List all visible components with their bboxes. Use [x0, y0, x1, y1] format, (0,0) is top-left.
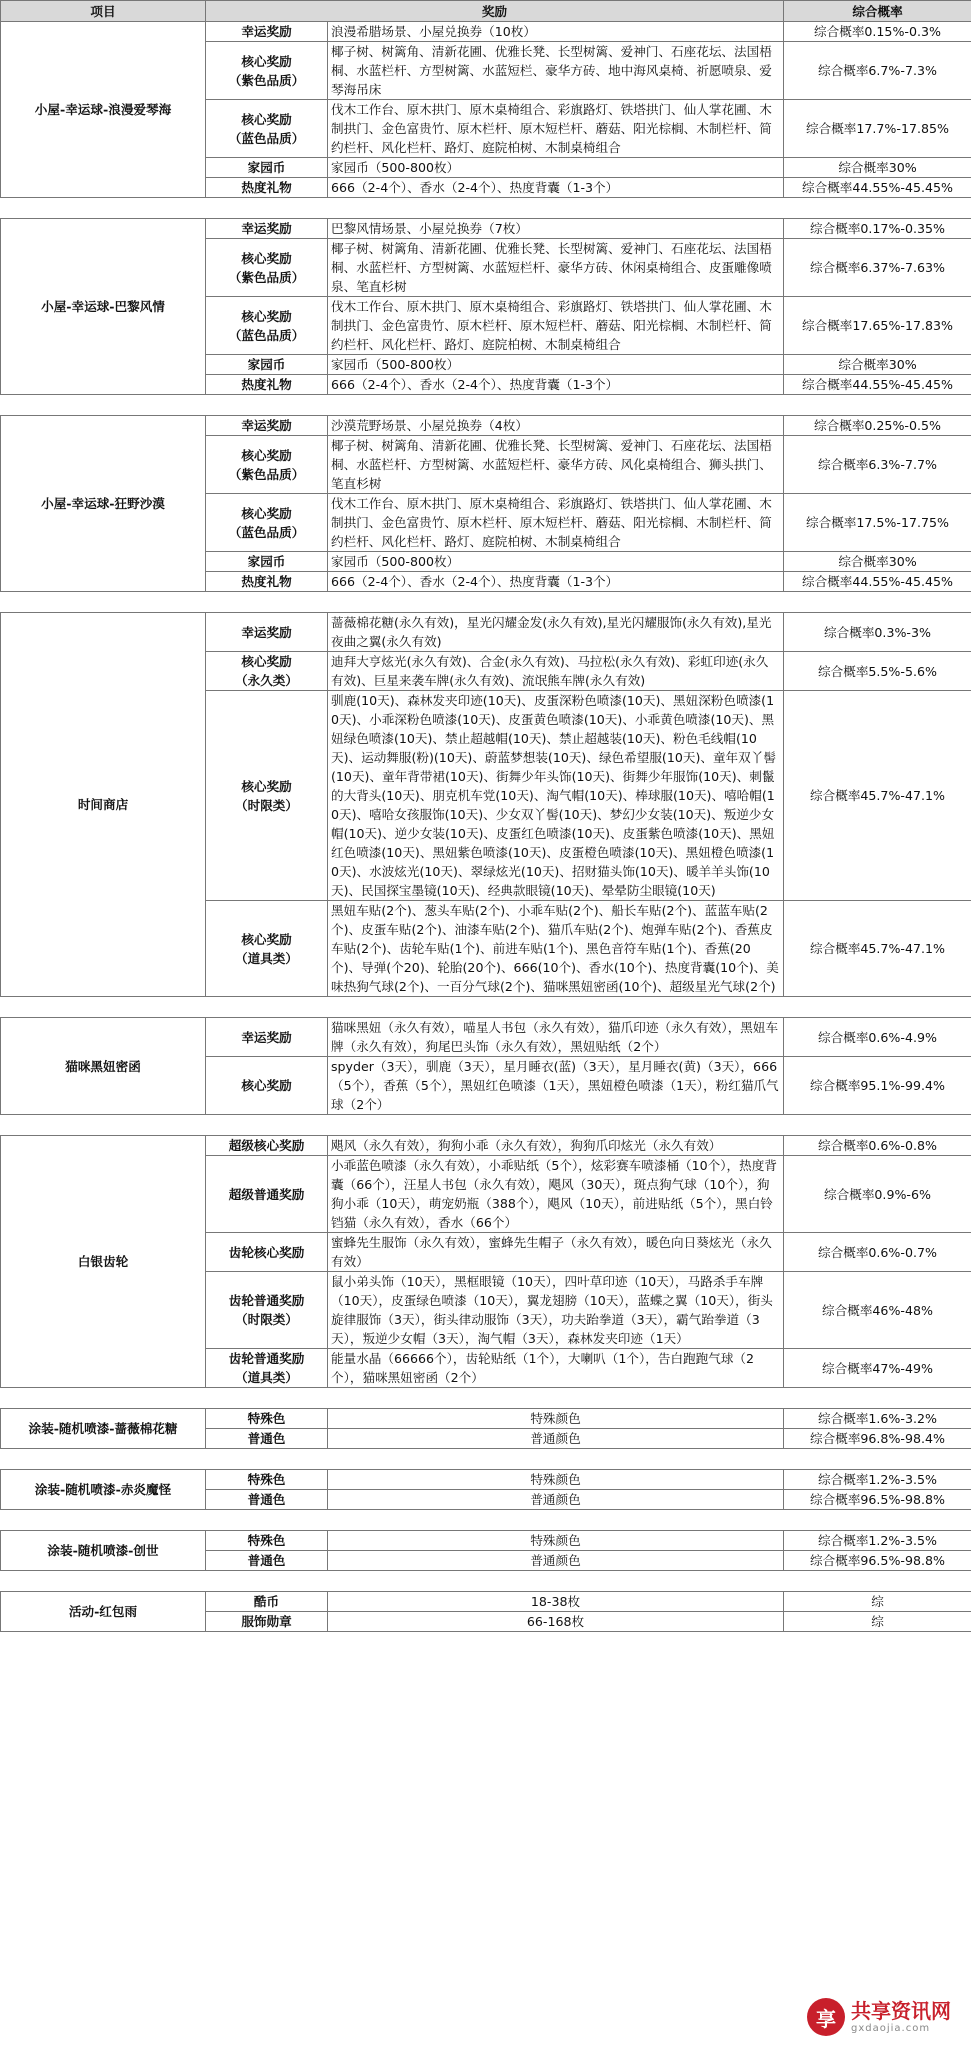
reward-items: 特殊颜色 [328, 1409, 784, 1429]
reward-items: 家园币（500-800枚） [328, 552, 784, 572]
reward-category: 服饰勋章 [206, 1612, 328, 1632]
reward-items: 特殊颜色 [328, 1531, 784, 1551]
reward-category: 核心奖励 （紫色品质） [206, 42, 328, 100]
probability-value: 综合概率47%-49% [784, 1349, 971, 1388]
table-row [1, 1018, 971, 1057]
reward-category: 特殊色 [206, 1470, 328, 1490]
reward-items: 66-168枚 [328, 1612, 784, 1632]
reward-items: 黑妞车贴(2个)、葱头车贴(2个)、小乖车贴(2个)、船长车贴(2个)、蓝蓝车贴(2个)、皮蛋车贴(2个)、油漆车贴(2个)、猫爪车贴(2个)、炮弹车贴(2个)、香蕉皮车贴(2个)、齿轮车贴(1个)、前进车贴(1个)、黑色音符车贴(1个)、香蕉(20个)、导弹(个20)、轮胎(20个)、666(10个)、香水(10个)、热度背囊(10个)、美味热狗气球(2个)、一百分气球(2个)、猫咪黑妞密函(10个)、超级星光气球(2个) [328, 901, 784, 997]
reward-items: 鼠小弟头饰（10天），黑框眼镜（10天），四叶草印迹（10天），马路杀手车牌（10天），皮蛋绿色喷漆（10天），翼龙翅膀（10天），蓝蝶之翼（10天），街头旋律服饰（3天），街头律动服饰（3天），功夫跆拳道（3天），霸气跆拳道（3天），叛逆少女帽（3天），淘气帽（3天），森林发夹印迹（1天） [328, 1272, 784, 1349]
reward-category: 幸运奖励 [206, 22, 328, 42]
section-spacer [1, 1571, 971, 1592]
reward-category: 家园币 [206, 552, 328, 572]
reward-items: 椰子树、树篱角、清新花圃、优雅长凳、长型树篱、爱神门、石座花坛、法国梧桐、水蓝栏杆、方型树篱、水蓝短栏、豪华方砖、地中海风桌椅、祈愿喷泉、爱琴海吊床 [328, 42, 784, 100]
reward-items: 小乖蓝色喷漆（永久有效），小乖贴纸（5个），炫彩赛车喷漆桶（10个），热度背囊（66个），汪星人书包（永久有效），飓风（30天），斑点狗气球（10个），狗狗小乖（10天），萌宠奶瓶（388个），飓风（10天），前进贴纸（5个），黑白铃铛猫（永久有效），香水（66个） [328, 1156, 784, 1233]
reward-category: 幸运奖励 [206, 613, 328, 652]
reward-category: 热度礼物 [206, 178, 328, 198]
spacer-cell [1, 592, 971, 613]
probability-value: 综合概率0.17%-0.35% [784, 219, 971, 239]
reward-category: 幸运奖励 [206, 219, 328, 239]
probability-value: 综合概率17.65%-17.83% [784, 297, 971, 355]
reward-items: 666（2-4个）、香水（2-4个）、热度背囊（1-3个） [328, 375, 784, 395]
probability-value: 综合概率0.3%-3% [784, 613, 971, 652]
reward-category: 家园币 [206, 355, 328, 375]
probability-value: 综合概率30% [784, 355, 971, 375]
pool-name: 小屋-幸运球-巴黎风情 [1, 219, 206, 395]
pool-name: 涂装-随机喷漆-赤炎魔怪 [1, 1470, 206, 1510]
header-reward: 奖励 [206, 1, 784, 22]
reward-category: 核心奖励 （紫色品质） [206, 239, 328, 297]
pool-name: 涂装-随机喷漆-蔷薇棉花糖 [1, 1409, 206, 1449]
pool-name: 活动-红包雨 [1, 1592, 206, 1632]
probability-value: 综合概率30% [784, 158, 971, 178]
probability-value: 综合概率6.3%-7.7% [784, 436, 971, 494]
reward-items: 沙漠荒野场景、小屋兑换券（4枚） [328, 416, 784, 436]
reward-category: 齿轮普通奖励 （道具类） [206, 1349, 328, 1388]
probability-value: 综合概率45.7%-47.1% [784, 691, 971, 901]
spacer-cell [1, 1571, 971, 1592]
reward-category: 超级核心奖励 [206, 1136, 328, 1156]
probability-value: 综合概率0.25%-0.5% [784, 416, 971, 436]
probability-value: 综合概率1.2%-3.5% [784, 1470, 971, 1490]
reward-category: 核心奖励 （蓝色品质） [206, 297, 328, 355]
reward-category: 核心奖励 （紫色品质） [206, 436, 328, 494]
probability-value: 综合概率0.6%-0.8% [784, 1136, 971, 1156]
section-spacer [1, 997, 971, 1018]
reward-category: 齿轮普通奖励 （时限类） [206, 1272, 328, 1349]
reward-category: 超级普通奖励 [206, 1156, 328, 1233]
probability-value: 综合概率0.15%-0.3% [784, 22, 971, 42]
reward-category: 热度礼物 [206, 572, 328, 592]
spacer-cell [1, 198, 971, 219]
probability-value: 综合概率44.55%-45.45% [784, 572, 971, 592]
pool-name: 时间商店 [1, 613, 206, 997]
section-spacer [1, 395, 971, 416]
watermark-sub: gxdaojia.com [851, 2023, 931, 2034]
reward-items: 迪拜大亨炫光(永久有效)、合金(永久有效)、马拉松(永久有效)、彩虹印迹(永久有效)、巨星来袭车牌(永久有效)、流氓熊车牌(永久有效) [328, 652, 784, 691]
probability-value: 综合概率17.7%-17.85% [784, 100, 971, 158]
table-row [1, 1531, 971, 1551]
probability-value: 综合概率30% [784, 552, 971, 572]
section-spacer [1, 1510, 971, 1531]
reward-items: 驯鹿(10天)、森林发夹印迹(10天)、皮蛋深粉色喷漆(10天)、黑妞深粉色喷漆(10天)、小乖深粉色喷漆(10天)、皮蛋黄色喷漆(10天)、小乖黄色喷漆(10天)、黑妞绿色喷漆(10天)、禁止超越帽(10天)、禁止超越装(10天)、粉色毛线帽(10天)、运动舞服(粉)(10天)、蔚蓝梦想装(10天)、绿色希望服(10天)、童年双丫髻(10天)、童年背带裙(10天)、街舞少年头饰(10天)、街舞少年服饰(10天)、刺鬣的大背头(10天)、朋克机车党(10天)、淘气帽(10天)、棒球服(10天)、嘻哈帽(10天)、嘻哈女孩服饰(10天)、少女双丫髻(10天)、梦幻少女装(10天)、叛逆少女帽(10天)、逆少女装(10天)、皮蛋红色喷漆(10天)、皮蛋紫色喷漆(10天)、黑妞红色喷漆(10天)、黑妞紫色喷漆(10天)、皮蛋橙色喷漆(10天)、黑妞橙色喷漆(10天)、水波炫光(10天)、翠绿炫光(10天)、招财猫头饰(10天)、暖羊羊头饰(10天)、民国探宝墨镜(10天)、经典款眼镜(10天)、晕晕防尘眼镜(10天) [328, 691, 784, 901]
reward-items: 能量水晶（66666个），齿轮贴纸（1个），大喇叭（1个），告白跑跑气球（2个），猫咪黑妞密函（2个） [328, 1349, 784, 1388]
probability-value: 综合概率95.1%-99.4% [784, 1057, 971, 1115]
pool-name: 白银齿轮 [1, 1136, 206, 1388]
reward-items: 特殊颜色 [328, 1470, 784, 1490]
spacer-cell [1, 997, 971, 1018]
probability-value: 综 [784, 1592, 971, 1612]
reward-items: 蔷薇棉花糖(永久有效)，星光闪耀金发(永久有效),星光闪耀服饰(永久有效),星光夜曲之翼(永久有效) [328, 613, 784, 652]
table-row [1, 1592, 971, 1612]
probability-value: 综合概率46%-48% [784, 1272, 971, 1349]
spacer-cell [1, 1115, 971, 1136]
probability-value: 综合概率5.5%-5.6% [784, 652, 971, 691]
probability-value: 综合概率1.2%-3.5% [784, 1531, 971, 1551]
reward-items: 666（2-4个）、香水（2-4个）、热度背囊（1-3个） [328, 178, 784, 198]
spacer-cell [1, 1449, 971, 1470]
reward-items: 18-38枚 [328, 1592, 784, 1612]
header-probability: 综合概率 [784, 1, 971, 22]
table-row [1, 1409, 971, 1429]
watermark-logo-icon: 享 [807, 1998, 845, 2036]
reward-category: 普通色 [206, 1490, 328, 1510]
section-spacer [1, 1449, 971, 1470]
reward-items: 普通颜色 [328, 1429, 784, 1449]
reward-items: spyder（3天），驯鹿（3天），星月睡衣(蓝)（3天），星月睡衣(黄)（3天），666（5个），香蕉（5个），黑妞红色喷漆（1天），黑妞橙色喷漆（1天），粉红猫爪气球（2个） [328, 1057, 784, 1115]
probability-value: 综合概率0.9%-6% [784, 1156, 971, 1233]
probability-value: 综合概率44.55%-45.45% [784, 375, 971, 395]
pool-name: 涂装-随机喷漆-创世 [1, 1531, 206, 1571]
probability-value: 综合概率96.8%-98.4% [784, 1429, 971, 1449]
spacer-cell [1, 395, 971, 416]
reward-category: 核心奖励 （蓝色品质） [206, 494, 328, 552]
probability-value: 综 [784, 1612, 971, 1632]
reward-category: 家园币 [206, 158, 328, 178]
pool-name: 猫咪黑妞密函 [1, 1018, 206, 1115]
watermark-text [851, 1999, 951, 2035]
section-spacer [1, 1115, 971, 1136]
section-spacer [1, 198, 971, 219]
reward-category: 特殊色 [206, 1409, 328, 1429]
reward-items: 家园币（500-800枚） [328, 355, 784, 375]
probability-value: 综合概率6.37%-7.63% [784, 239, 971, 297]
reward-items: 普通颜色 [328, 1490, 784, 1510]
probability-value: 综合概率0.6%-0.7% [784, 1233, 971, 1272]
table-row [1, 613, 971, 652]
reward-items: 猫咪黑妞（永久有效），喵星人书包（永久有效），猫爪印迹（永久有效），黑妞车牌（永久有效），狗尾巴头饰（永久有效），黑妞贴纸（2个） [328, 1018, 784, 1057]
spacer-cell [1, 1510, 971, 1531]
reward-items: 家园币（500-800枚） [328, 158, 784, 178]
reward-items: 普通颜色 [328, 1551, 784, 1571]
pool-name: 小屋-幸运球-狂野沙漠 [1, 416, 206, 592]
table-header-row [1, 1, 971, 22]
probability-value: 综合概率6.7%-7.3% [784, 42, 971, 100]
reward-category: 特殊色 [206, 1531, 328, 1551]
reward-category: 核心奖励 [206, 1057, 328, 1115]
reward-category: 酷币 [206, 1592, 328, 1612]
probability-value: 综合概率1.6%-3.2% [784, 1409, 971, 1429]
probability-value: 综合概率44.55%-45.45% [784, 178, 971, 198]
reward-items: 巴黎风情场景、小屋兑换券（7枚） [328, 219, 784, 239]
reward-category: 核心奖励 （时限类） [206, 691, 328, 901]
spacer-cell [1, 1388, 971, 1409]
table-row [1, 219, 971, 239]
reward-items: 椰子树、树篱角、清新花圃、优雅长凳、长型树篱、爱神门、石座花坛、法国梧桐、水蓝栏杆、方型树篱、水蓝短栏杆、豪华方砖、休闲桌椅组合、皮蛋雕像喷泉、笔直杉树 [328, 239, 784, 297]
reward-items: 椰子树、树篱角、清新花圃、优雅长凳、长型树篱、爱神门、石座花坛、法国梧桐、水蓝栏杆、方型树篱、水蓝短栏杆、豪华方砖、风化桌椅组合、狮头拱门、笔直杉树 [328, 436, 784, 494]
reward-category: 普通色 [206, 1551, 328, 1571]
reward-category: 热度礼物 [206, 375, 328, 395]
probability-value: 综合概率96.5%-98.8% [784, 1490, 971, 1510]
table-row [1, 1470, 971, 1490]
section-spacer [1, 1388, 971, 1409]
reward-category: 核心奖励 （永久类） [206, 652, 328, 691]
reward-items: 蜜蜂先生服饰（永久有效），蜜蜂先生帽子（永久有效），暖色向日葵炫光（永久有效） [328, 1233, 784, 1272]
probability-value: 综合概率45.7%-47.1% [784, 901, 971, 997]
table-row [1, 1136, 971, 1156]
reward-category: 核心奖励 （蓝色品质） [206, 100, 328, 158]
table-row [1, 22, 971, 42]
reward-category: 核心奖励 （道具类） [206, 901, 328, 997]
reward-items: 伐木工作台、原木拱门、原木桌椅组合、彩旗路灯、铁塔拱门、仙人掌花圃、木制拱门、金色富贵竹、原木栏杆、原木短栏杆、蘑菇、阳光棕榈、木制栏杆、简约栏杆、风化栏杆、路灯、庭院柏树、木制桌椅组合 [328, 494, 784, 552]
site-watermark [807, 1993, 963, 2041]
watermark-main: 共享资讯网 [851, 1999, 951, 2023]
table-body [1, 22, 971, 1632]
reward-category: 齿轮核心奖励 [206, 1233, 328, 1272]
pool-name: 小屋-幸运球-浪漫爱琴海 [1, 22, 206, 198]
probability-value: 综合概率96.5%-98.8% [784, 1551, 971, 1571]
reward-category: 幸运奖励 [206, 416, 328, 436]
reward-items: 666（2-4个）、香水（2-4个）、热度背囊（1-3个） [328, 572, 784, 592]
table-row [1, 416, 971, 436]
probability-value: 综合概率17.5%-17.75% [784, 494, 971, 552]
header-project: 项目 [1, 1, 206, 22]
reward-items: 飓风（永久有效），狗狗小乖（永久有效），狗狗爪印炫光（永久有效） [328, 1136, 784, 1156]
section-spacer [1, 592, 971, 613]
reward-items: 伐木工作台、原木拱门、原木桌椅组合、彩旗路灯、铁塔拱门、仙人掌花圃、木制拱门、金色富贵竹、原木栏杆、原木短栏杆、蘑菇、阳光棕榈、木制栏杆、简约栏杆、风化栏杆、路灯、庭院柏树、木制桌椅组合 [328, 100, 784, 158]
reward-items: 伐木工作台、原木拱门、原木桌椅组合、彩旗路灯、铁塔拱门、仙人掌花圃、木制拱门、金色富贵竹、原木栏杆、原木短栏杆、蘑菇、阳光棕榈、木制栏杆、简约栏杆、风化栏杆、路灯、庭院柏树、木制桌椅组合 [328, 297, 784, 355]
probability-value: 综合概率0.6%-4.9% [784, 1018, 971, 1057]
reward-category: 普通色 [206, 1429, 328, 1449]
reward-category: 幸运奖励 [206, 1018, 328, 1057]
reward-items: 浪漫希腊场景、小屋兑换券（10枚） [328, 22, 784, 42]
